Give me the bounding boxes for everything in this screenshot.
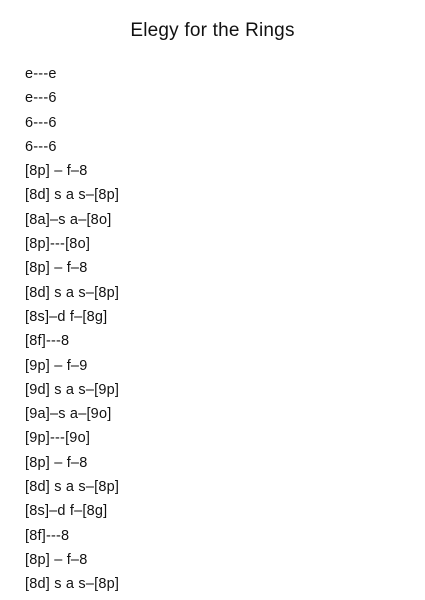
note-line: e---e — [25, 66, 57, 82]
note-line: [8f]---8 — [25, 333, 70, 350]
note-line: [8p] – f–8 — [25, 163, 88, 180]
note-line: [9d] s a s–[9p] — [25, 381, 120, 398]
note-line: [8p] – f–8 — [25, 551, 88, 568]
note-line: [8s]–d f–[8g] — [25, 308, 108, 325]
note-line: [8f]---8 — [25, 527, 70, 544]
note-line: [8p]---[8o] — [25, 236, 91, 253]
note-line: [8p] – f–8 — [25, 454, 88, 471]
note-line: e---6 — [25, 90, 57, 107]
note-line: 6---6 — [25, 114, 57, 131]
document-title: Elegy for the Rings — [130, 20, 295, 41]
note-line: [8p] – f–8 — [25, 260, 88, 277]
note-line: [9a]–s a–[9o] — [25, 406, 112, 423]
note-line: [8d] s a s–[8p] — [25, 284, 120, 301]
note-line: [8s]–d f–[8g] — [25, 503, 108, 520]
note-line: [8d] s a s–[8p] — [25, 576, 120, 593]
note-sheet — [25, 62, 119, 597]
note-line: [8d] s a s–[8p] — [25, 479, 120, 496]
note-line: [9p]---[9o] — [25, 430, 91, 447]
note-line: [8a]–s a–[8o] — [25, 211, 112, 228]
note-line: [8d] s a s–[8p] — [25, 187, 120, 204]
note-line: 6---6 — [25, 138, 57, 155]
note-line: [9p] – f–9 — [25, 357, 88, 374]
